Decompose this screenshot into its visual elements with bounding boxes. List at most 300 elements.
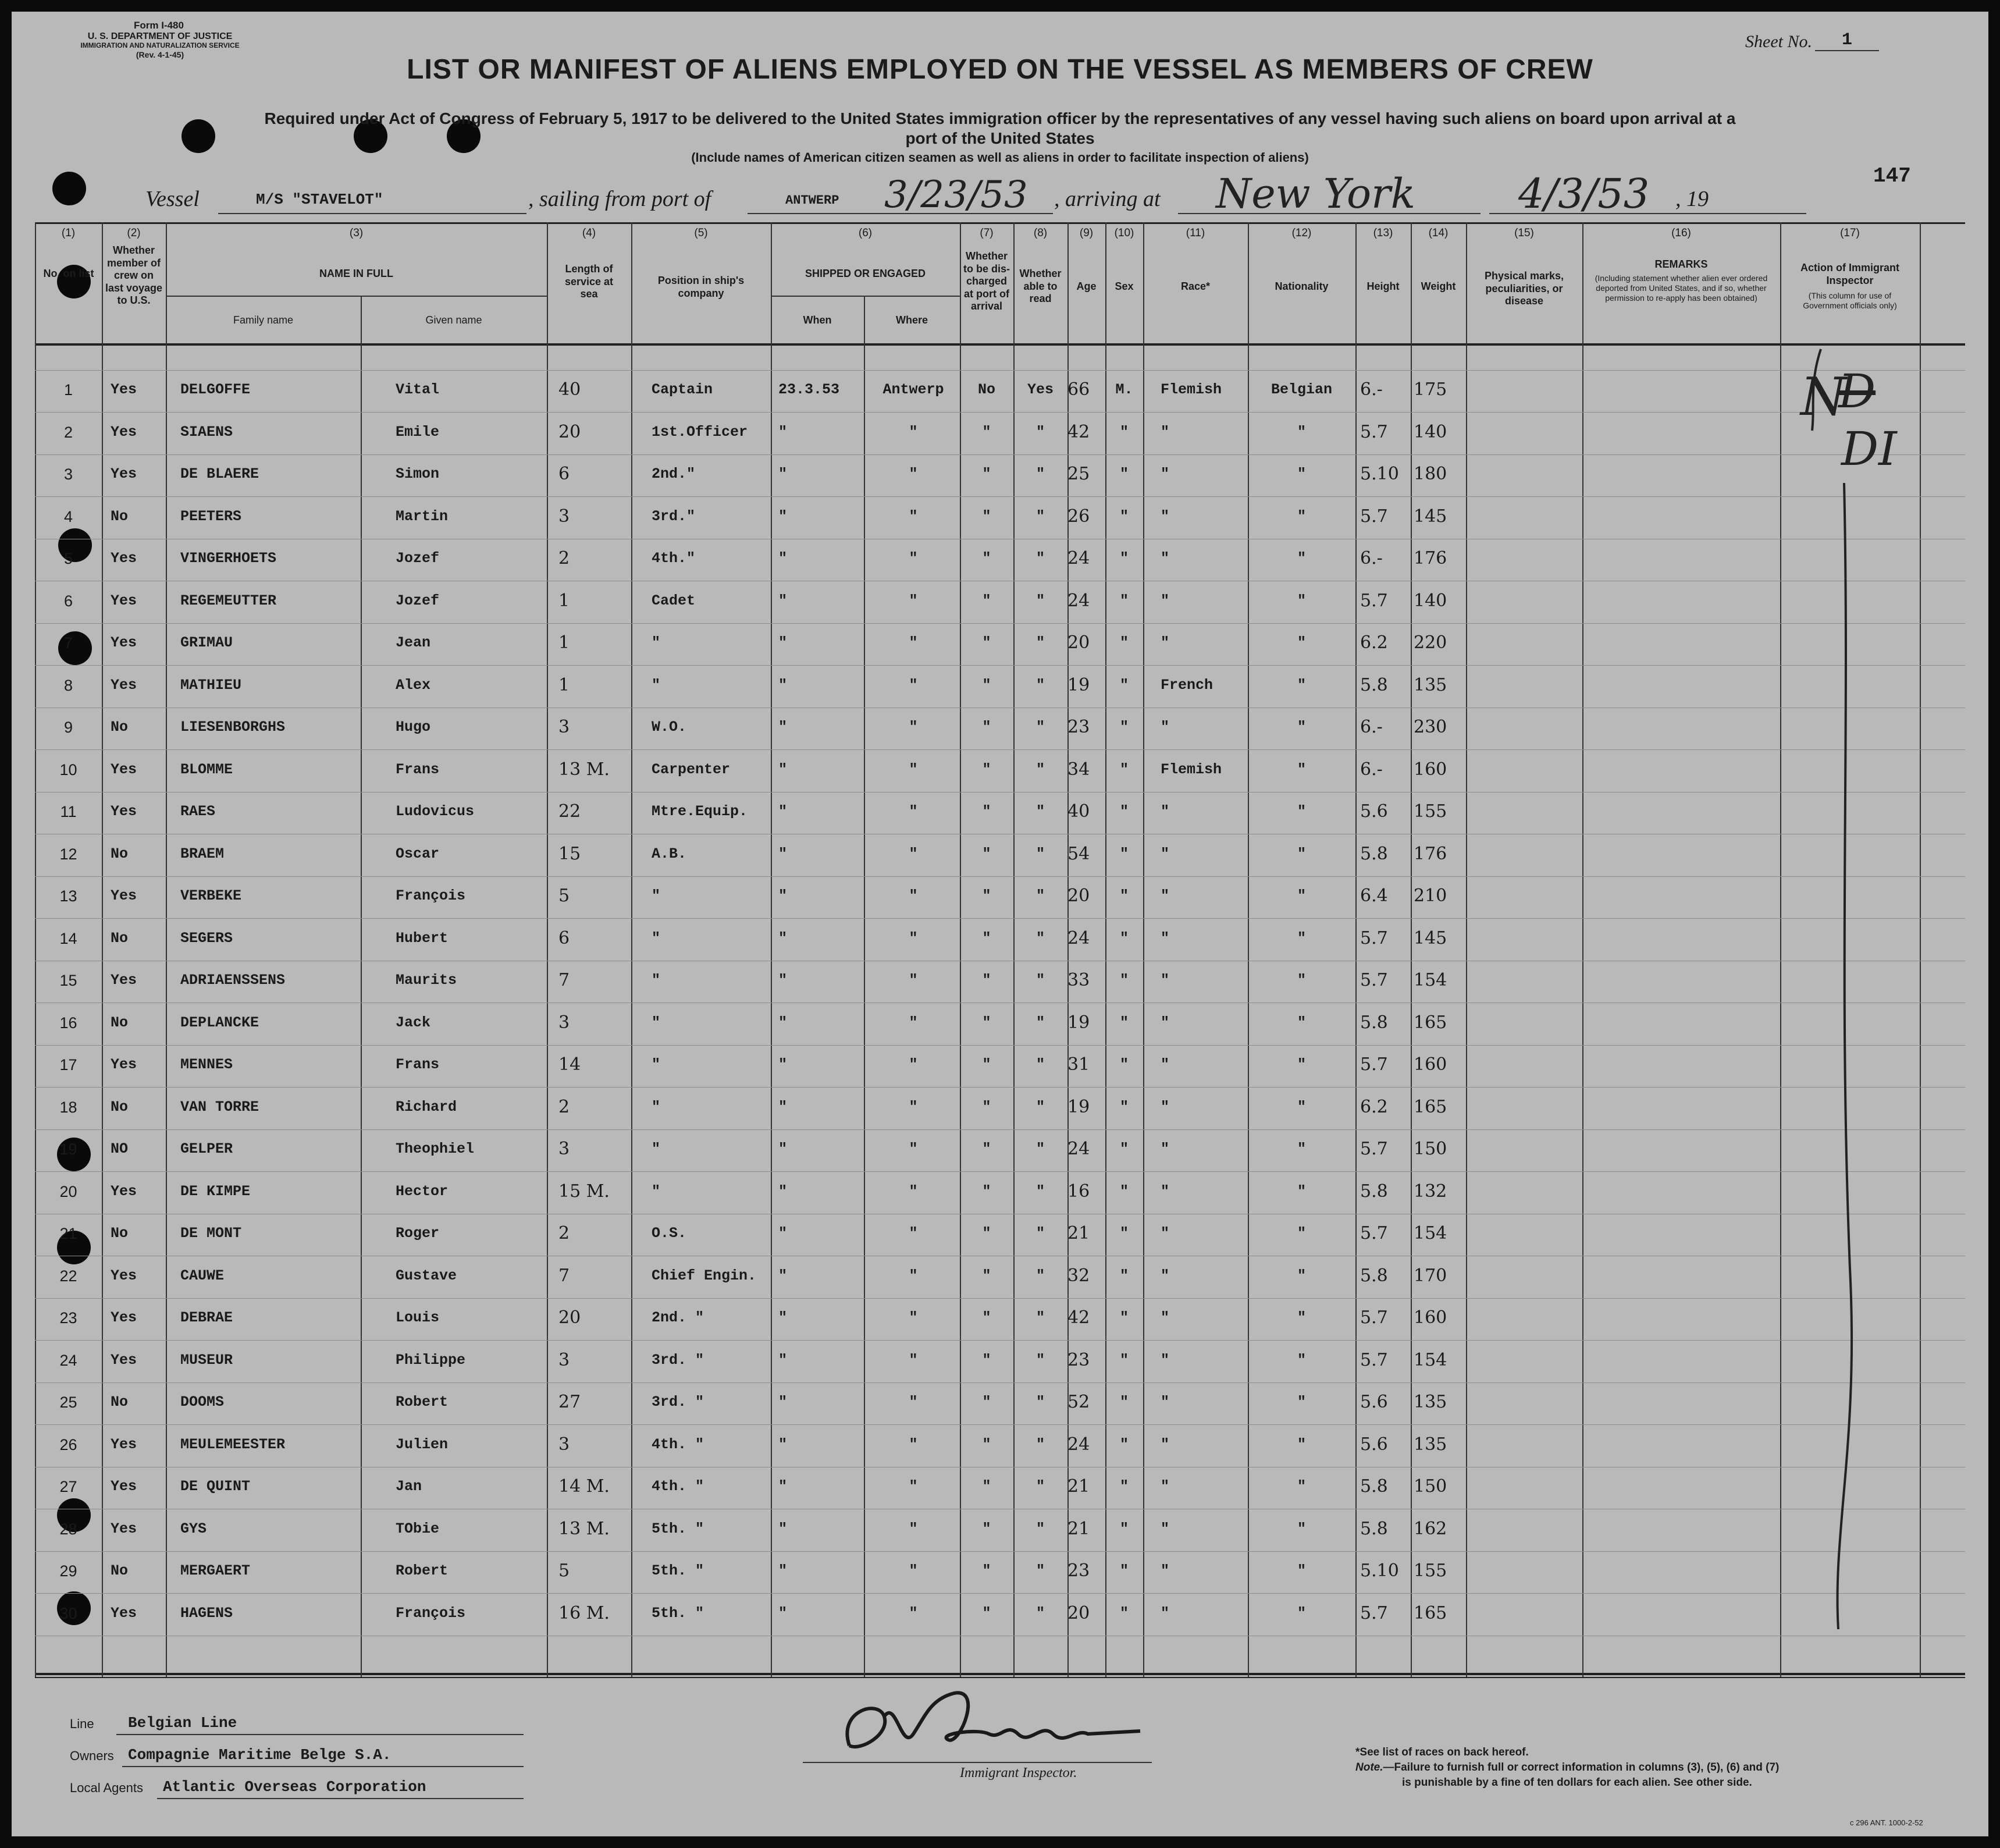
cell-disch: " (982, 634, 991, 651)
cell-service: 20 (558, 421, 581, 442)
cell-age: 23 (1067, 1561, 1090, 1581)
cell-family: DE BLAERE (180, 465, 259, 482)
cell-position: 4th." (652, 550, 696, 567)
cell-nat: " (1297, 676, 1306, 694)
cell-age: 20 (1067, 886, 1090, 906)
signature-underline (803, 1762, 1152, 1763)
cell-no: 6 (63, 592, 73, 610)
cell-given: Ludovicus (396, 803, 475, 820)
cell-prev: No (111, 1225, 129, 1242)
cell-age: 19 (1067, 1012, 1090, 1033)
table-top-border (35, 222, 1965, 224)
cell-when: " (778, 972, 788, 989)
cell-when: " (778, 1182, 788, 1200)
col-header-height: Height (1366, 280, 1400, 292)
revision: (Rev. 4-1-45) (136, 49, 184, 59)
cell-position: " (652, 1098, 661, 1115)
agents-label: Local Agents (70, 1781, 143, 1795)
cell-where: " (909, 1014, 918, 1031)
cell-no: 18 (59, 1098, 77, 1116)
cell-no: 22 (59, 1267, 77, 1285)
cell-age: 24 (1067, 1434, 1090, 1455)
cell-race: " (1161, 1182, 1170, 1200)
cell-no: 23 (59, 1309, 77, 1327)
col-header-race: Race* (1180, 280, 1211, 292)
cell-service: 20 (558, 1307, 581, 1328)
cell-height: 6.2 (1360, 632, 1388, 653)
cell-sex: " (1119, 1562, 1129, 1579)
cell-weight: 165 (1414, 1602, 1447, 1623)
cell-read: " (1035, 1351, 1045, 1369)
row-rule (35, 623, 1965, 624)
cell-disch: " (982, 1562, 991, 1579)
cell-when: " (778, 1225, 788, 1242)
cell-read: Yes (1027, 381, 1054, 398)
cell-position: 5th. " (652, 1562, 704, 1579)
cell-service: 2 (558, 548, 570, 568)
cell-age: 23 (1067, 1349, 1090, 1370)
cell-where: Antwerp (882, 381, 944, 398)
col-header-remarks-sub: (Including statement whether alien ever ordered deported from United States, and if so, whether permission to re-apply has been obtained) (1595, 273, 1768, 303)
cell-read: " (1035, 423, 1045, 440)
cell-height: 5.8 (1360, 1181, 1388, 1202)
cell-race: " (1161, 1140, 1170, 1157)
cell-read: " (1035, 550, 1045, 567)
cell-race: " (1161, 1309, 1170, 1326)
cell-position: 2nd. " (652, 1309, 704, 1326)
cell-no: 12 (59, 845, 77, 863)
cell-sex: " (1119, 1056, 1129, 1073)
cell-nat: " (1297, 1394, 1306, 1410)
cell-no: 13 (59, 887, 77, 905)
cell-age: 34 (1067, 759, 1090, 780)
cell-position: " (652, 929, 661, 947)
agents-value: Atlantic Overseas Corporation (163, 1778, 426, 1796)
cell-service: 3 (558, 1012, 570, 1033)
row-rule (35, 1424, 1965, 1425)
cell-family: REGEMEUTTER (180, 592, 277, 609)
cell-sex: " (1119, 1140, 1129, 1157)
cell-age: 20 (1067, 632, 1090, 653)
cell-height: 5.7 (1360, 970, 1388, 990)
cell-where: " (909, 1520, 918, 1537)
cell-given: Emile (396, 423, 440, 440)
cell-age: 31 (1067, 1054, 1090, 1075)
cell-disch: " (982, 803, 991, 820)
cell-read: " (1035, 1562, 1045, 1579)
cell-family: RAES (180, 803, 216, 820)
row-rule (35, 1045, 1965, 1046)
cell-sex: " (1119, 1394, 1129, 1410)
cell-age: 16 (1067, 1181, 1090, 1202)
cell-prev: NO (111, 1140, 129, 1157)
cell-when: " (778, 1394, 788, 1410)
col-header-service: Length of service at sea (564, 263, 614, 300)
cell-prev: Yes (111, 972, 137, 989)
cell-weight: 135 (1414, 1392, 1447, 1412)
cell-where: " (909, 803, 918, 820)
row-rule (35, 876, 1965, 877)
cell-age: 24 (1067, 1139, 1090, 1159)
cell-nat: " (1297, 1604, 1306, 1622)
cell-age: 42 (1067, 421, 1090, 442)
cell-when: " (778, 929, 788, 947)
cell-prev: Yes (111, 1182, 137, 1200)
col-line-18 (1780, 222, 1781, 1677)
cell-weight: 155 (1414, 1561, 1447, 1581)
cell-race: " (1161, 887, 1170, 904)
cell-disch: " (982, 592, 991, 609)
cell-nat: " (1297, 1478, 1306, 1495)
cell-sex: " (1119, 803, 1129, 820)
cell-weight: 154 (1414, 1349, 1447, 1370)
cell-when: " (778, 1140, 788, 1157)
note-label: Note. (1355, 1761, 1383, 1774)
manifest-sheet (12, 12, 1988, 1836)
cell-nat: " (1297, 972, 1306, 989)
col-num-16: (16) (1671, 227, 1691, 239)
cell-when: " (778, 1351, 788, 1369)
col-num-9: (9) (1079, 227, 1094, 239)
cell-read: " (1035, 1225, 1045, 1242)
cell-position: 4th. " (652, 1478, 704, 1495)
print-code: c 296 ANT. 1000-2-52 (1850, 1818, 1923, 1827)
cell-age: 23 (1067, 717, 1090, 737)
cell-position: " (652, 1056, 661, 1073)
col-header-no: No. on list (43, 268, 94, 279)
cell-family: DELGOFFE (180, 381, 251, 398)
cell-race: " (1161, 845, 1170, 862)
cell-service: 40 (558, 379, 581, 400)
cell-sex: " (1119, 1351, 1129, 1369)
cell-where: " (909, 634, 918, 651)
cell-prev: Yes (111, 1435, 137, 1453)
cell-age: 19 (1067, 1096, 1090, 1117)
cell-when: " (778, 845, 788, 862)
cell-position: Chief Engin. (652, 1267, 757, 1284)
cell-position: " (652, 887, 661, 904)
cell-nat: " (1297, 1562, 1306, 1579)
vessel-name: M/S "STAVELOT" (256, 191, 383, 208)
cell-height: 5.7 (1360, 506, 1388, 527)
cell-where: " (909, 1098, 918, 1115)
cell-disch: " (982, 1604, 991, 1622)
penalty-note (1355, 1760, 1779, 1776)
cell-race: Flemish (1161, 381, 1222, 398)
cell-height: 5.7 (1360, 421, 1388, 442)
cell-service: 16 M. (558, 1602, 610, 1623)
cell-position: " (652, 1140, 661, 1157)
col-line-6 (771, 222, 772, 1677)
col-header-prev-voyage: Whether member of crew on last voyage to U.S. (105, 244, 163, 307)
cell-service: 13 M. (558, 759, 610, 780)
cell-prev: Yes (111, 465, 137, 482)
col-line-4 (547, 222, 548, 1677)
cell-weight: 140 (1414, 590, 1447, 611)
cell-read: " (1035, 719, 1045, 735)
cell-read: " (1035, 1478, 1045, 1495)
col-line-3 (361, 296, 362, 1677)
cell-family: DE QUINT (180, 1478, 251, 1495)
cell-position: Captain (652, 381, 713, 398)
cell-given: Frans (396, 1056, 440, 1073)
cell-race: French (1161, 676, 1213, 694)
col-header-family: Family name (233, 314, 294, 326)
cell-sex: " (1119, 719, 1129, 735)
cell-read: " (1035, 592, 1045, 609)
cell-weight: 165 (1414, 1096, 1447, 1117)
cell-nat: " (1297, 592, 1306, 609)
cell-read: " (1035, 1098, 1045, 1115)
cell-prev: No (111, 507, 129, 525)
cell-nat: " (1297, 1309, 1306, 1326)
cell-no: 11 (60, 803, 77, 820)
cell-height: 5.10 (1360, 464, 1399, 484)
cell-weight: 154 (1414, 970, 1447, 990)
cell-no: 1 (63, 381, 73, 399)
cell-service: 7 (558, 970, 570, 990)
cell-given: Jozef (396, 550, 440, 567)
cell-race: " (1161, 423, 1170, 440)
cell-weight: 132 (1414, 1181, 1447, 1202)
cell-weight: 160 (1414, 1307, 1447, 1328)
cell-given: Maurits (396, 972, 457, 989)
cell-read: " (1035, 1435, 1045, 1453)
cell-age: 66 (1067, 379, 1090, 400)
cell-prev: No (111, 1562, 129, 1579)
year-label: , 19 (1675, 187, 1709, 211)
cell-where: " (909, 1182, 918, 1200)
cell-read: " (1035, 1140, 1045, 1157)
cell-sex: " (1119, 760, 1129, 778)
cell-prev: Yes (111, 592, 137, 609)
cell-read: " (1035, 1182, 1045, 1200)
cell-position: 1st.Officer (652, 423, 748, 440)
cell-family: DEPLANCKE (180, 1014, 259, 1031)
cell-where: " (909, 1309, 918, 1326)
cell-service: 3 (558, 1434, 570, 1455)
cell-service: 27 (558, 1392, 581, 1412)
cell-family: MERGAERT (180, 1562, 251, 1579)
col-num-7: (7) (980, 227, 994, 239)
cell-age: 24 (1067, 590, 1090, 611)
cell-nat: " (1297, 465, 1306, 482)
cell-service: 3 (558, 506, 570, 527)
cell-given: Roger (396, 1225, 440, 1242)
inspector-mark-1b: D (1838, 364, 1876, 418)
cell-service: 6 (558, 927, 570, 948)
cell-prev: Yes (111, 1478, 137, 1495)
cell-nat: " (1297, 845, 1306, 862)
cell-family: MENNES (180, 1056, 233, 1073)
cell-prev: Yes (111, 1267, 137, 1284)
cell-position: O.S. (652, 1225, 687, 1242)
cell-prev: Yes (111, 1520, 137, 1537)
cell-family: LIESENBORGHS (180, 719, 286, 735)
cell-where: " (909, 887, 918, 904)
cell-prev: Yes (111, 760, 137, 778)
cell-given: Gustave (396, 1267, 457, 1284)
cell-sex: " (1119, 507, 1129, 525)
cell-position: " (652, 972, 661, 989)
cell-sex: " (1119, 929, 1129, 947)
cell-no: 28 (59, 1520, 77, 1538)
row-rule (35, 496, 1965, 497)
cell-where: " (909, 592, 918, 609)
line-underline (116, 1734, 524, 1735)
cell-when: " (778, 592, 788, 609)
cell-race: " (1161, 634, 1170, 651)
arrival-date: 4/3/53 (1518, 170, 1650, 218)
owners-label: Owners (70, 1749, 114, 1763)
cell-height: 5.7 (1360, 1223, 1388, 1243)
cell-read: " (1035, 803, 1045, 820)
col-line-5 (631, 222, 632, 1677)
cell-where: " (909, 1435, 918, 1453)
cell-family: MEULEMEESTER (180, 1435, 286, 1453)
cell-prev: Yes (111, 381, 137, 398)
cell-weight: 175 (1414, 379, 1447, 400)
cell-prev: No (111, 845, 129, 862)
cell-given: Hubert (396, 929, 449, 947)
cell-race: " (1161, 1478, 1170, 1495)
cell-weight: 154 (1414, 1223, 1447, 1243)
cell-disch: " (982, 423, 991, 440)
col-header-name: NAME IN FULL (319, 268, 393, 279)
cell-where: " (909, 929, 918, 947)
vessel-label: Vessel (145, 187, 200, 211)
cell-no: 10 (59, 760, 77, 779)
inspector-mark-2: DI (1841, 422, 1897, 476)
cell-where: " (909, 1267, 918, 1284)
cell-sex: " (1119, 1225, 1129, 1242)
cell-nat: " (1297, 507, 1306, 525)
cell-no: 29 (59, 1562, 77, 1580)
cell-sex: " (1119, 845, 1129, 862)
cell-race: " (1161, 1520, 1170, 1537)
cell-weight: 160 (1414, 1054, 1447, 1075)
cell-weight: 210 (1414, 886, 1447, 906)
row-rule (35, 454, 1965, 455)
table-header-bottom (35, 343, 1965, 346)
cell-where: " (909, 507, 918, 525)
col-num-12: (12) (1291, 227, 1312, 239)
cell-given: François (396, 1604, 466, 1622)
cell-when: " (778, 1562, 788, 1579)
cell-prev: Yes (111, 550, 137, 567)
row-rule (35, 1298, 1965, 1299)
col-header-discharge: Whether to be dis-charged at port of arrival (963, 250, 1010, 312)
col-num-1: (1) (61, 227, 76, 239)
row-rule (35, 412, 1965, 413)
cell-age: 24 (1067, 927, 1090, 948)
cell-nat: " (1297, 803, 1306, 820)
cell-race: " (1161, 929, 1170, 947)
row-rule (35, 1171, 1965, 1172)
col-line-12 (1143, 222, 1144, 1677)
cell-family: DE KIMPE (180, 1182, 251, 1200)
cell-given: Robert (396, 1394, 449, 1410)
cell-no: 20 (59, 1182, 77, 1200)
cell-race: " (1161, 1225, 1170, 1242)
cell-prev: Yes (111, 676, 137, 694)
cell-age: 40 (1067, 801, 1090, 822)
cell-prev: Yes (111, 423, 137, 440)
cell-family: VAN TORRE (180, 1098, 259, 1115)
row-rule (35, 749, 1965, 750)
cell-sex: " (1119, 634, 1129, 651)
cell-given: Robert (396, 1562, 449, 1579)
col-header-marks: Physical marks, peculiarities, or disease (1484, 270, 1564, 307)
cell-weight: 150 (1414, 1476, 1447, 1497)
cell-disch: " (982, 676, 991, 694)
cell-age: 21 (1067, 1223, 1090, 1243)
cell-where: " (909, 719, 918, 735)
cell-given: Alex (396, 676, 431, 694)
page-title: LIST OR MANIFEST OF ALIENS EMPLOYED ON THE VESSEL AS MEMBERS OF CREW (407, 54, 1593, 85)
col-header-given: Given name (425, 314, 482, 326)
cell-disch: " (982, 1140, 991, 1157)
cell-sex: " (1119, 1182, 1129, 1200)
cell-no: 17 (59, 1056, 77, 1074)
cell-prev: Yes (111, 634, 137, 651)
cell-service: 2 (558, 1223, 570, 1243)
col-num-15: (15) (1514, 227, 1534, 239)
cell-no: 8 (63, 676, 73, 694)
cell-given: Philippe (396, 1351, 466, 1369)
cell-position: 2nd." (652, 465, 696, 482)
cell-age: 32 (1067, 1265, 1090, 1286)
cell-height: 5.8 (1360, 1518, 1388, 1539)
cell-position: 3rd." (652, 507, 696, 525)
include-note: (Include names of American citizen seamen as well as aliens in order to facilitate inspection of aliens) (691, 150, 1309, 165)
cell-where: " (909, 972, 918, 989)
note-text: —Failure to furnish full or correct information in columns (3), (5), (6) and (7) (1383, 1761, 1780, 1774)
cell-race: " (1161, 719, 1170, 735)
cell-sex: " (1119, 1478, 1129, 1495)
cell-weight: 140 (1414, 421, 1447, 442)
cell-prev: No (111, 719, 129, 735)
cell-height: 6.4 (1360, 886, 1388, 906)
shipped-subheader-line (771, 296, 960, 297)
cell-age: 20 (1067, 1602, 1090, 1623)
cell-disch: " (982, 1351, 991, 1369)
cell-nat: " (1297, 1098, 1306, 1115)
col-num-2: (2) (127, 227, 141, 239)
cell-read: " (1035, 1604, 1045, 1622)
cell-disch: " (982, 465, 991, 482)
cell-service: 1 (558, 590, 570, 611)
cell-height: 5.7 (1360, 1349, 1388, 1370)
cell-given: Jack (396, 1014, 431, 1031)
cell-where: " (909, 1604, 918, 1622)
cell-family: GRIMAU (180, 634, 233, 651)
cell-age: 21 (1067, 1476, 1090, 1497)
cell-position: Mtre.Equip. (652, 803, 748, 820)
cell-read: " (1035, 845, 1045, 862)
col-line-1 (102, 222, 103, 1677)
agents-underline (157, 1798, 524, 1799)
cell-when: " (778, 1014, 788, 1031)
cell-weight: 180 (1414, 464, 1447, 484)
cell-service: 7 (558, 1265, 570, 1286)
races-note: *See list of races on back hereof. (1355, 1746, 1529, 1758)
cell-no: 27 (59, 1478, 77, 1495)
cell-when: " (778, 634, 788, 651)
inspector-signature (814, 1676, 1152, 1769)
cell-when: " (778, 1309, 788, 1326)
punch-hole (52, 172, 86, 205)
